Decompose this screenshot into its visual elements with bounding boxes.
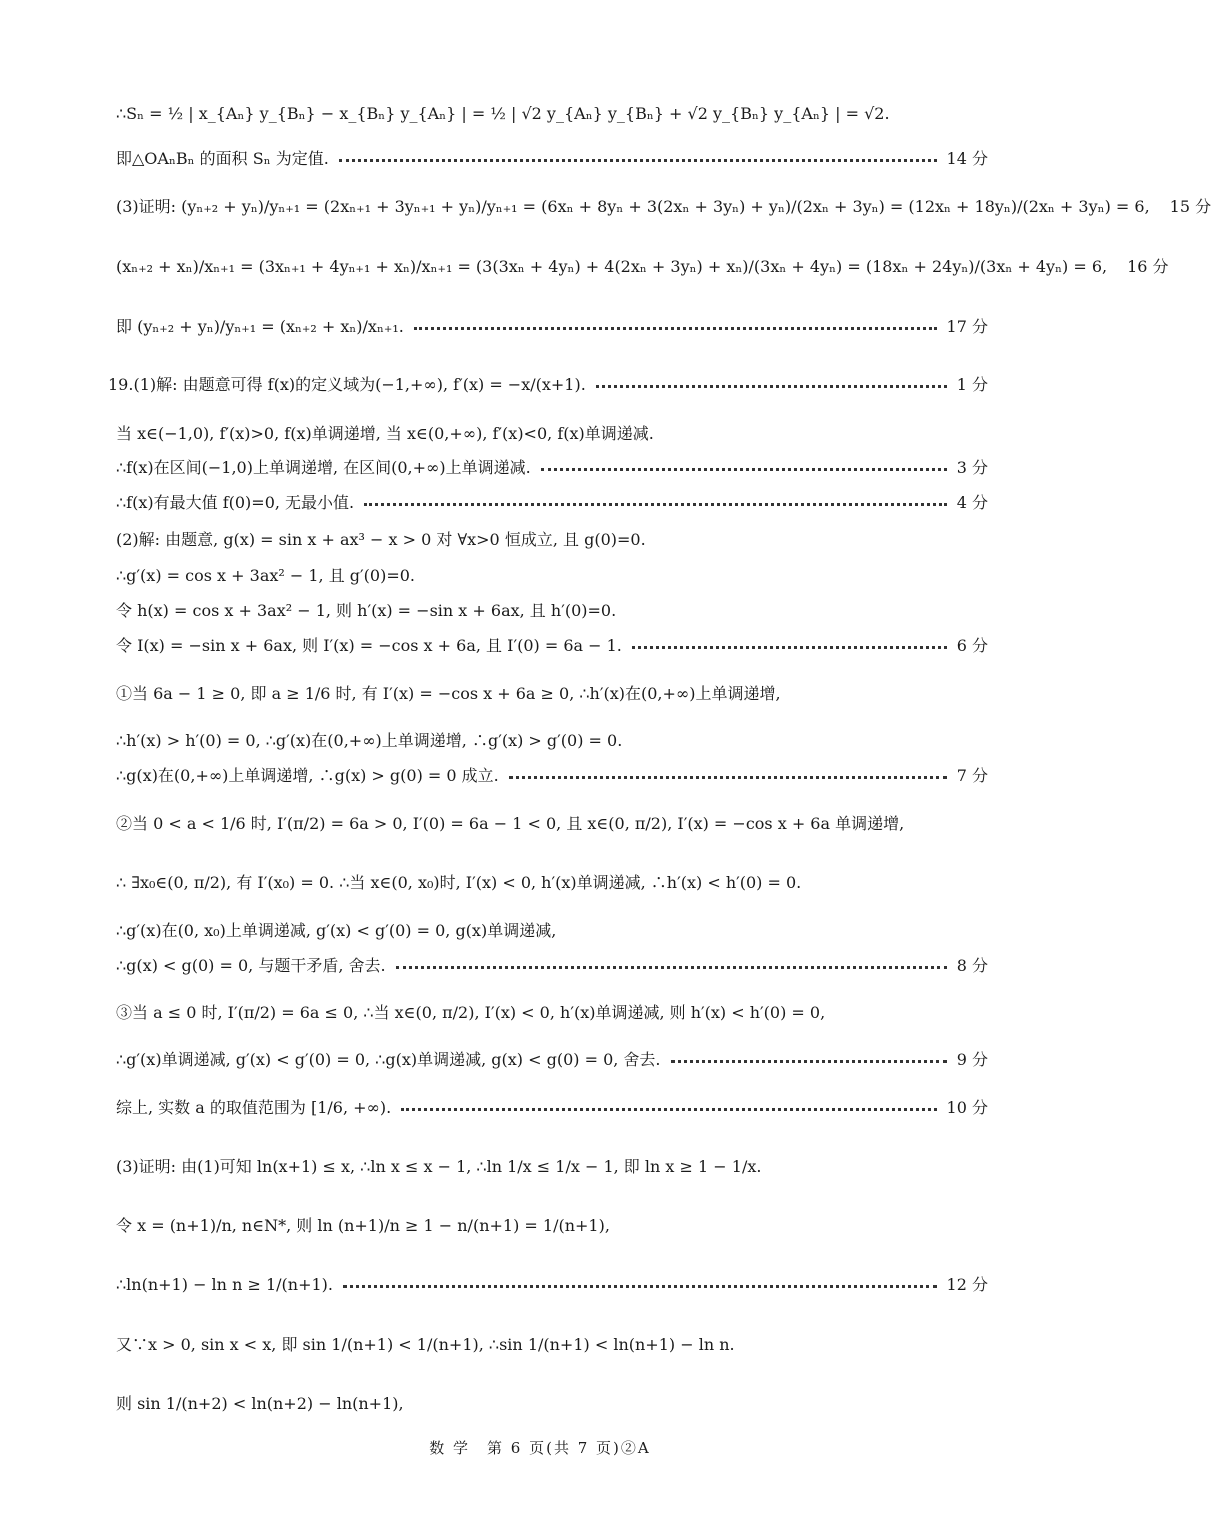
dot-leader: [401, 1108, 936, 1111]
line-5: [116, 317, 988, 336]
line-text: 令 h(x) = cos x + 3ax² − 1, 则 h′(x) = −sin x + 6ax, 且 h′(0)=0.: [116, 601, 617, 620]
line-17: [116, 814, 988, 833]
line-text: ∴g′(x)单调递减, g′(x) < g′(0) = 0, ∴g(x)单调递减, g(x) < g(0) = 0, 舍去.: [116, 1050, 661, 1069]
dot-leader: [396, 966, 947, 969]
line-22: [116, 1050, 988, 1069]
line-text: 令 x = (n+1)/n, n∈N*, 则 ln (n+1)/n ≥ 1 − n/(n+1) = 1/(n+1),: [116, 1216, 610, 1235]
line-13: [116, 636, 988, 655]
line-text: 即 (yₙ₊₂ + yₙ)/yₙ₊₁ = (xₙ₊₂ + xₙ)/xₙ₊₁.: [116, 317, 404, 336]
dot-leader: [541, 468, 947, 471]
line-text: ∴f(x)在区间(−1,0)上单调递增, 在区间(0,+∞)上单调递减.: [116, 458, 531, 477]
line-14: [116, 684, 988, 703]
line-text: 又∵x > 0, sin x < x, 即 sin 1/(n+1) < 1/(n+1), ∴sin 1/(n+1) < ln(n+1) − ln n.: [116, 1335, 735, 1354]
line-9: [116, 493, 988, 512]
line-18: [116, 873, 988, 892]
line-text: 则 sin 1/(n+2) < ln(n+2) − ln(n+1),: [116, 1394, 404, 1413]
line-19: [116, 921, 988, 940]
line-10: [116, 530, 988, 549]
line-2: [116, 149, 988, 168]
line-20: [116, 956, 988, 975]
line-text: (2)解: 由题意, g(x) = sin x + ax³ − x > 0 对 ∀x>0 恒成立, 且 g(0)=0.: [116, 530, 646, 549]
line-text: 19.(1)解: 由题意可得 f(x)的定义域为(−1,+∞), f′(x) = −x/(x+1).: [108, 375, 586, 394]
line-26: [116, 1275, 988, 1294]
line-7: [116, 424, 988, 443]
line-text: (3)证明: (yₙ₊₂ + yₙ)/yₙ₊₁ = (2xₙ₊₁ + 3yₙ₊₁ + yₙ)/yₙ₊₁ = (6xₙ + 8yₙ + 3(2xₙ + 3yₙ) + yₙ)/(2xₙ + 3yₙ) = (12xₙ + 18yₙ)/(2xₙ + 3yₙ) = 6,: [116, 197, 1150, 216]
dot-leader: [671, 1060, 947, 1063]
line-6: [108, 375, 988, 394]
line-25: [116, 1216, 988, 1235]
line-27: [116, 1335, 988, 1354]
dot-leader: [509, 776, 947, 779]
score-label: 9 分: [956, 1050, 988, 1069]
page-footer: 数 学 第 6 页(共 7 页)②A: [429, 1439, 651, 1457]
line-text: ∴h′(x) > h′(0) = 0, ∴g′(x)在(0,+∞)上单调递增, ∴g′(x) > g′(0) = 0.: [116, 731, 623, 750]
score-label: 12 分: [946, 1275, 988, 1294]
line-text: ∴g′(x)在(0, x₀)上单调递减, g′(x) < g′(0) = 0, g(x)单调递减,: [116, 921, 557, 940]
line-text: 综上, 实数 a 的取值范围为 [1/6, +∞).: [116, 1098, 392, 1117]
line-28: [116, 1394, 988, 1413]
line-text: ∴f(x)有最大值 f(0)=0, 无最小值.: [116, 493, 355, 512]
line-text: ∴g′(x) = cos x + 3ax² − 1, 且 g′(0)=0.: [116, 566, 416, 585]
line-text: ∴g(x) < g(0) = 0, 与题干矛盾, 舍去.: [116, 956, 386, 975]
line-text: (3)证明: 由(1)可知 ln(x+1) ≤ x, ∴ln x ≤ x − 1, ∴ln 1/x ≤ 1/x − 1, 即 ln x ≥ 1 − 1/x.: [116, 1157, 762, 1176]
score-label: 1 分: [956, 375, 988, 394]
score-label: 16 分: [1127, 257, 1169, 276]
line-text: 即△OAₙBₙ 的面积 Sₙ 为定值.: [116, 149, 329, 168]
score-label: 8 分: [956, 956, 988, 975]
line-15: [116, 731, 988, 750]
score-label: 10 分: [946, 1098, 988, 1117]
score-label: 15 分: [1169, 197, 1211, 216]
dot-leader: [596, 385, 947, 388]
line-11: [116, 566, 988, 585]
dot-leader: [632, 646, 947, 649]
line-1: [116, 104, 988, 123]
score-label: 17 分: [946, 317, 988, 336]
line-8: [116, 458, 988, 477]
score-label: 7 分: [956, 766, 988, 785]
line-text: ①当 6a − 1 ≥ 0, 即 a ≥ 1/6 时, 有 I′(x) = −cos x + 6a ≥ 0, ∴h′(x)在(0,+∞)上单调递增,: [116, 684, 781, 703]
line-4: [116, 257, 1169, 276]
score-label: 3 分: [956, 458, 988, 477]
line-text: ∴ ∃x₀∈(0, π/2), 有 I′(x₀) = 0. ∴当 x∈(0, x₀)时, I′(x) < 0, h′(x)单调递减, ∴h′(x) < h′(0) = 0.: [116, 873, 802, 892]
line-text: ③当 a ≤ 0 时, I′(π/2) = 6a ≤ 0, ∴当 x∈(0, π/2), I′(x) < 0, h′(x)单调递减, 则 h′(x) < h′(0) = 0,: [116, 1003, 826, 1022]
line-text: ②当 0 < a < 1/6 时, I′(π/2) = 6a > 0, I′(0) = 6a − 1 < 0, 且 x∈(0, π/2), I′(x) = −cos x + 6a 单调递增,: [116, 814, 905, 833]
dot-leader: [414, 327, 937, 330]
dot-leader: [343, 1285, 937, 1288]
line-12: [116, 601, 988, 620]
dot-leader: [339, 159, 937, 162]
line-23: [116, 1098, 988, 1117]
score-label: 14 分: [946, 149, 988, 168]
score-label: 4 分: [956, 493, 988, 512]
dot-leader: [364, 503, 947, 506]
line-21: [116, 1003, 988, 1022]
line-text: 令 I(x) = −sin x + 6ax, 则 I′(x) = −cos x + 6a, 且 I′(0) = 6a − 1.: [116, 636, 622, 655]
line-text: ∴ln(n+1) − ln n ≥ 1/(n+1).: [116, 1275, 333, 1294]
line-text: 当 x∈(−1,0), f′(x)>0, f(x)单调递增, 当 x∈(0,+∞), f′(x)<0, f(x)单调递减.: [116, 424, 654, 443]
line-text: ∴g(x)在(0,+∞)上单调递增, ∴g(x) > g(0) = 0 成立.: [116, 766, 499, 785]
line-3: [116, 197, 1211, 216]
line-24: [116, 1157, 988, 1176]
line-16: [116, 766, 988, 785]
score-label: 6 分: [956, 636, 988, 655]
line-text: (xₙ₊₂ + xₙ)/xₙ₊₁ = (3xₙ₊₁ + 4yₙ₊₁ + xₙ)/xₙ₊₁ = (3(3xₙ + 4yₙ) + 4(2xₙ + 3yₙ) + xₙ)/(3xₙ + 4yₙ) = (18xₙ + 24yₙ)/(3xₙ + 4yₙ) = 6,: [116, 257, 1108, 276]
line-text: ∴Sₙ = ½ | x_{Aₙ} y_{Bₙ} − x_{Bₙ} y_{Aₙ} | = ½ | √2 y_{Aₙ} y_{Bₙ} + √2 y_{Bₙ} y_{Aₙ} | = √2.: [116, 104, 890, 123]
